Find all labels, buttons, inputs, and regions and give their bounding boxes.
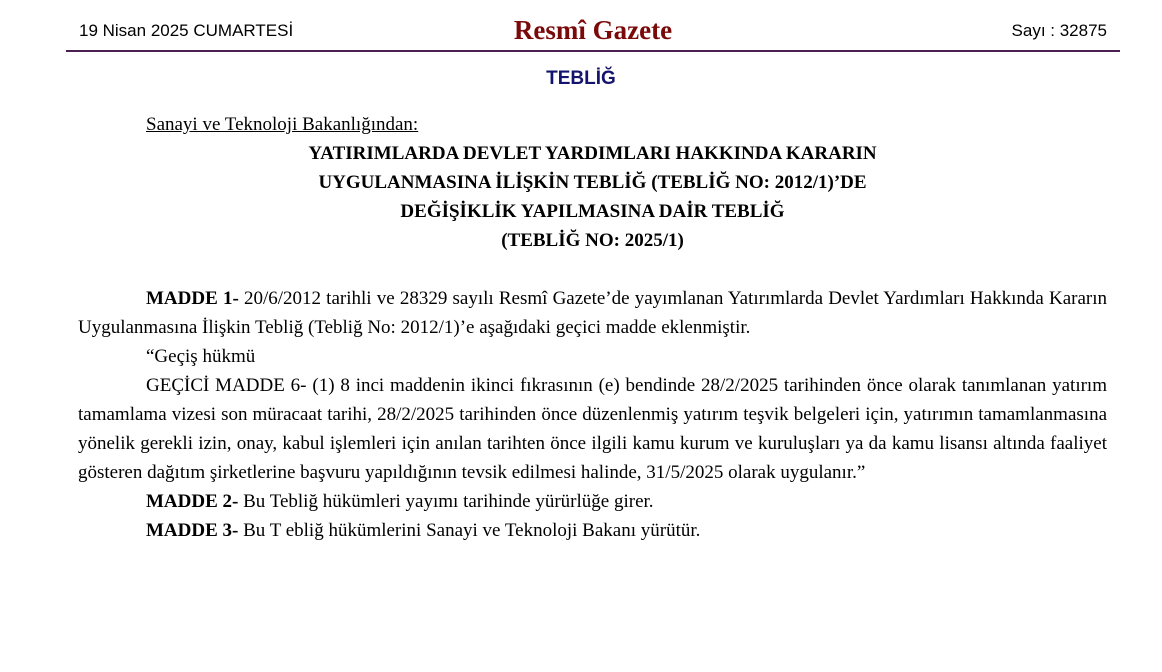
issue-number: Sayı : 32875: [1011, 21, 1107, 40]
spacer: [78, 255, 1107, 284]
transition-title: “Geçiş hükmü: [146, 346, 256, 367]
issue-date: 19 Nisan 2025 CUMARTESİ: [79, 21, 294, 40]
article-3-text: Bu T ebliğ hükümlerini Sanayi ve Teknoloji Bakanı yürütür.: [238, 520, 701, 541]
heading-line: UYGULANMASINA İLİŞKİN TEBLİĞ (TEBLİĞ NO: 2012/1)’DE: [318, 172, 867, 193]
ministry-name: Sanayi ve Teknoloji Bakanlığından:: [146, 114, 419, 135]
section-title: TEBLİĞ: [546, 68, 616, 89]
heading-line: YATIRIMLARDA DEVLET YARDIMLARI HAKKINDA KARARIN: [308, 143, 877, 164]
temporary-article: GEÇİCİ MADDE 6- (1) 8 inci maddenin ikinci fıkrasının (e) bendinde 28/2/2025 tarihinden önce olarak tanımlanan yatırım tamamlama vizesi son müracaat tarihi, 28/2/2025 tarihinden önce düzenlenmiş yatırım teşvik belgeleri için, yatırımın tamamlanmasına yönelik gerekli izin, onay, kabul işlemleri için anılan tarihten önce ilgili kamu kurum ve kuruluşları ya da kamu lisansı altında faaliyet gösteren dağıtım şirketlerine başvuru yapıldığının tevsik edilmesi halinde, 31/5/2025 olarak uygulanır.”: [78, 375, 1107, 483]
heading-line: DEĞİŞİKLİK YAPILMASINA DAİR TEBLİĞ: [400, 201, 785, 222]
regulation-heading: [78, 139, 1107, 255]
article-2-label: MADDE 2-: [146, 491, 239, 512]
gazette-masthead: [66, 14, 1120, 52]
article-1-label: MADDE 1-: [146, 288, 239, 309]
article-1-text: 20/6/2012 tarihli ve 28329 sayılı Resmî Gazete’de yayımlanan Yatırımlarda Devlet Yardımları Hakkında Kararın Uygulanmasına İlişkin Tebliğ (Tebliğ No: 2012/1)’e aşağıdaki geçici madde eklenmiştir.: [78, 288, 1107, 338]
article-2-text: Bu Tebliğ hükümleri yayımı tarihinde yürürlüğe girer.: [238, 491, 654, 512]
article-3-label: MADDE 3-: [146, 520, 239, 541]
document-body: [78, 110, 1107, 545]
gazette-title: Resmî Gazete: [513, 15, 673, 45]
heading-line: (TEBLİĞ NO: 2025/1): [501, 230, 684, 251]
article-2: [78, 487, 1107, 516]
article-3: [78, 516, 1107, 545]
article-1: [78, 284, 1107, 342]
